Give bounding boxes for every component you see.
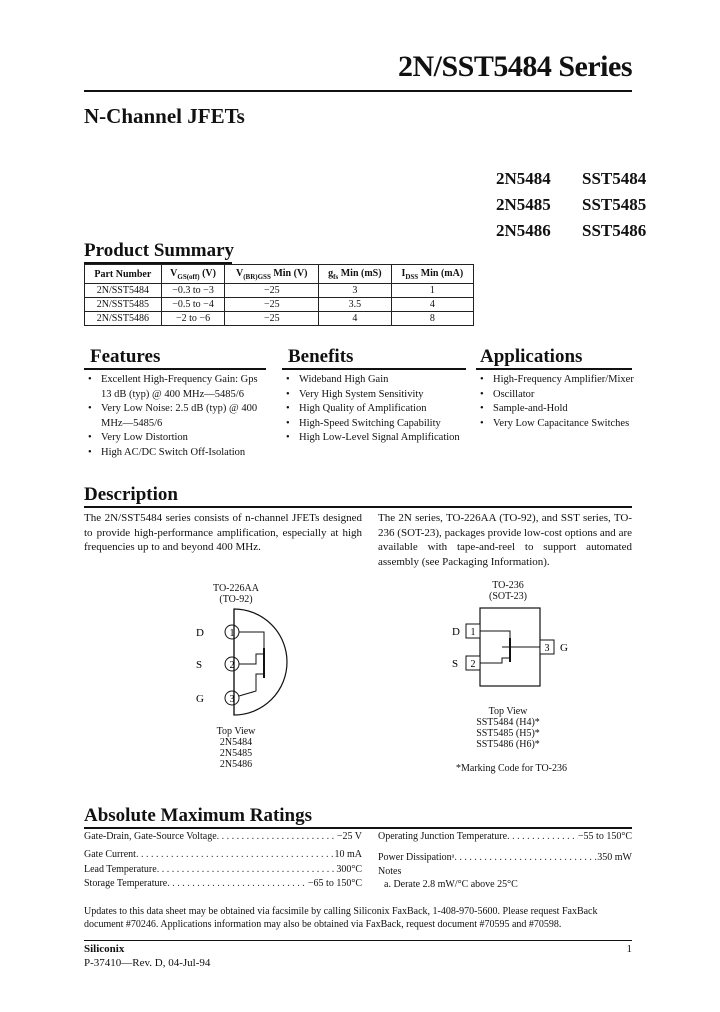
package-alt-name: (TO-92) (219, 594, 253, 605)
table-header-row (85, 265, 474, 284)
cell-vgs: −0.3 to −3 (161, 284, 225, 298)
benefits-list (286, 373, 471, 446)
rating-label: Lead Temperature (84, 864, 157, 875)
list-item: • Wideband High Gain (286, 373, 471, 388)
rating-value: 350 mW (597, 852, 632, 863)
part-number-col-sst (582, 166, 646, 244)
rating-label: Power Dissipationᵃ (378, 852, 455, 863)
description-heading: Description (84, 484, 178, 505)
col-vgs: $V_{GS(off)}$ (V) (161, 265, 225, 284)
list-item: • Excellent High-Frequency Gain: Gps 13 dB (typ) @ 400 MHz—5485/6 (88, 373, 268, 402)
pin-label: D (196, 627, 204, 639)
part-number: 2N5484 (496, 169, 551, 188)
description-right: The 2N series, TO-226AA (TO-92), and SST series, TO-236 (SOT-23), packages provide low-cost options and are available with tape-and-reel to support automated assembly (see Packaging Information). (378, 512, 632, 568)
rating-row (84, 877, 362, 890)
cell-vbr: −25 (225, 284, 319, 298)
part-number: SST5484 (582, 169, 647, 188)
list-item: • High Low-Level Signal Amplification (286, 431, 471, 446)
package-part: SST5486 (H6)* (476, 739, 540, 750)
list-item: • High-Frequency Amplifier/Mixer (480, 373, 640, 388)
marking-code-note: *Marking Code for TO-236 (456, 763, 568, 774)
page-number: 1 (626, 943, 632, 955)
rating-label: Gate Current (84, 849, 136, 860)
footer-doc-number: P-37410—Rev. D, 04-Jul-94 (84, 957, 211, 969)
col-gfs: $g_{fs}$ Min (mS) (319, 265, 392, 284)
benefits-heading: Benefits (288, 346, 354, 367)
part-number: SST5486 (582, 221, 647, 240)
footer-company: Siliconix (84, 943, 125, 955)
heading-underline (84, 368, 266, 370)
features-list (88, 373, 268, 460)
col-vbr: $V_{(BR)GSS}$ Min (V) (225, 265, 319, 284)
pin-label: S (196, 659, 203, 671)
pin-label: D (452, 626, 460, 638)
to92-view-labels (196, 726, 276, 770)
list-item: • High AC/DC Switch Off-Isolation (88, 446, 268, 461)
rating-value: 300°C (336, 864, 362, 875)
rating-value: −55 to 150°C (577, 831, 632, 842)
amr-heading: Absolute Maximum Ratings (84, 805, 313, 826)
sot23-package-diagram (446, 600, 576, 690)
sot23-label (468, 580, 548, 602)
list-item: • Very Low Noise: 2.5 dB (typ) @ 400 MHz—5485/6 (88, 402, 268, 431)
rating-row (378, 830, 632, 843)
package-part: 2N5485 (219, 748, 253, 759)
rating-label: Operating Junction Temperature (378, 831, 508, 842)
cell-idss: 1 (391, 284, 473, 298)
part-number-col-2n (496, 166, 551, 244)
pin-number: 3 (544, 643, 550, 654)
package-name: TO-226AA (213, 583, 259, 594)
applications-list (480, 373, 640, 431)
cell-gfs: 3 (319, 284, 392, 298)
rating-row (84, 863, 362, 876)
cell-part: 2N/SST5484 (85, 284, 162, 298)
list-item: • High-Speed Switching Capability (286, 417, 471, 432)
cell-idss: 4 (391, 298, 473, 312)
package-part: SST5484 (H4)* (476, 717, 540, 728)
rating-row (84, 830, 362, 843)
description-left: The 2N/SST5484 series consists of n-channel JFETs designed to provide high-performance amplification, especially at high frequencies up to and beyond 400 MHz. (84, 512, 362, 553)
list-item: • Very Low Capacitance Switches (480, 417, 640, 432)
rating-row (378, 851, 632, 864)
list-item: • Very High System Sensitivity (286, 388, 471, 403)
rating-value: −25 V (336, 831, 362, 842)
list-item: • Sample-and-Hold (480, 402, 640, 417)
list-item: • Very Low Distortion (88, 431, 268, 446)
list-item: • High Quality of Amplification (286, 402, 471, 417)
pin-number: 1 (470, 627, 476, 638)
cell-idss: 8 (391, 312, 473, 326)
pin-label: G (560, 642, 568, 654)
cell-gfs: 3.5 (319, 298, 392, 312)
rating-value: 10 mA (334, 849, 362, 860)
cell-vgs: −0.5 to −4 (161, 298, 225, 312)
product-summary-table (84, 264, 474, 326)
package-alt-name: (SOT-23) (489, 591, 527, 602)
to92-package-diagram (186, 604, 296, 722)
pin-label: S (452, 658, 459, 670)
cell-gfs: 4 (319, 312, 392, 326)
pin-label: G (196, 693, 204, 705)
to92-label (196, 583, 276, 605)
cell-vgs: −2 to −6 (161, 312, 225, 326)
pin-number: 2 (470, 659, 476, 670)
col-part-number: Part Number (85, 265, 162, 284)
series-title: 2N/SST5484 Series (397, 50, 632, 83)
rating-label: Gate-Drain, Gate-Source Voltage (84, 831, 217, 842)
page-subtitle: N-Channel JFETs (84, 104, 245, 128)
note-a: a. Derate 2.8 mW/°C above 25°C (384, 879, 518, 890)
package-part: 2N5484 (219, 737, 253, 748)
table-row (85, 312, 474, 326)
heading-underline (84, 827, 632, 829)
table-row (85, 298, 474, 312)
view-label: Top View (216, 726, 256, 737)
rating-row (84, 848, 362, 861)
heading-underline (282, 368, 466, 370)
rating-label: Storage Temperature (84, 878, 168, 889)
cell-part: 2N/SST5485 (85, 298, 162, 312)
product-summary-heading: Product Summary (84, 240, 235, 261)
part-number: SST5485 (582, 195, 647, 214)
heading-underline (84, 506, 632, 508)
package-part: SST5485 (H5)* (476, 728, 540, 739)
pin-number: 1 (229, 628, 235, 639)
list-item: • Oscillator (480, 388, 640, 403)
updates-note: Updates to this data sheet may be obtained via facsimile by calling Siliconix FaxBack, 1-408-970-5600. Please request FaxBack document #70246. Applications information may also be obtained via FaxBack, request document #70595 and #70598. (84, 906, 598, 930)
package-part: 2N5486 (219, 759, 253, 770)
features-heading: Features (90, 346, 161, 367)
package-name: TO-236 (492, 580, 524, 591)
col-idss: $I_{DSS}$ Min (mA) (391, 265, 473, 284)
rating-value: −65 to 150°C (307, 878, 362, 889)
header-rule (84, 90, 632, 92)
cell-vbr: −25 (225, 312, 319, 326)
part-number: 2N5485 (496, 195, 551, 214)
cell-vbr: −25 (225, 298, 319, 312)
cell-part: 2N/SST5486 (85, 312, 162, 326)
footer-rule (84, 940, 632, 941)
pin-number: 3 (229, 694, 235, 705)
pin-number: 2 (229, 660, 235, 671)
heading-underline (476, 368, 632, 370)
sot23-view-labels (458, 706, 558, 750)
table-row (85, 284, 474, 298)
applications-heading: Applications (480, 346, 583, 367)
notes-label: Notes (378, 866, 402, 877)
part-number: 2N5486 (496, 221, 551, 240)
to92-outline (234, 609, 287, 715)
view-label: Top View (488, 706, 528, 717)
